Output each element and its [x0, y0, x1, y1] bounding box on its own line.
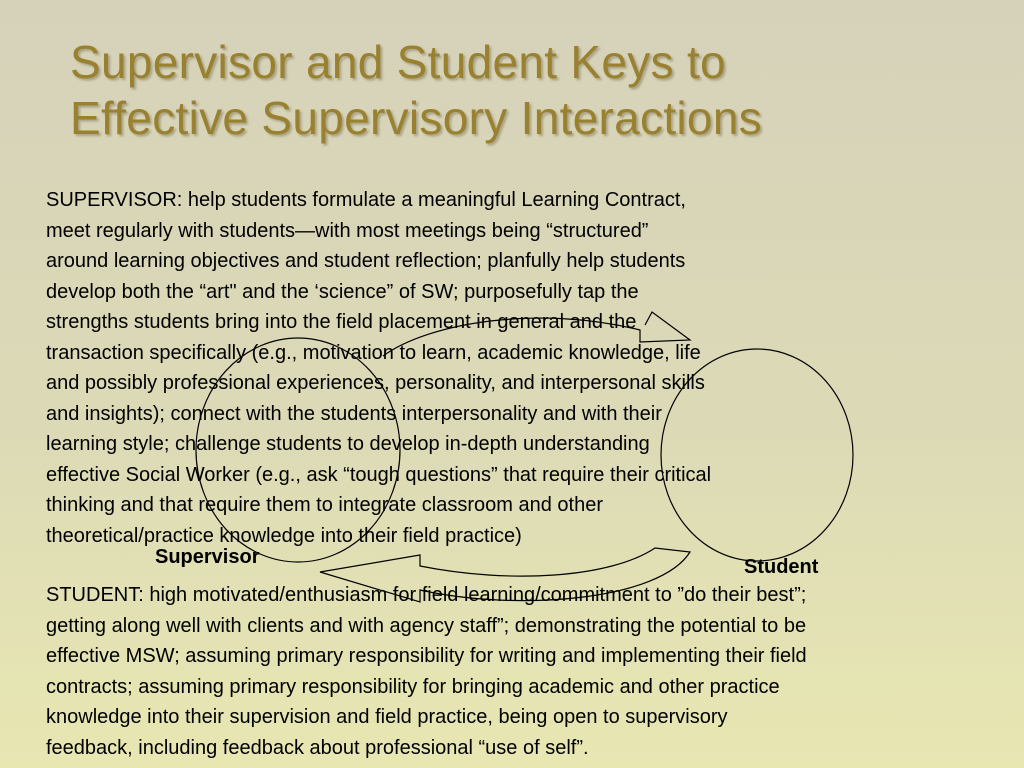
text-line: effective MSW; assuming primary responsibility for writing and implementing their field	[46, 645, 807, 667]
text-line: contracts; assuming primary responsibility for bringing academic and other practice	[46, 675, 780, 698]
text-line: feedback, including feedback about professional “use of self”.	[46, 736, 589, 759]
text-line: knowledge into their supervision and field practice, being open to supervisory	[46, 706, 728, 728]
text-line: getting along well with clients and with agency staff”; demonstrating the potential to be	[46, 614, 807, 637]
text-line: and insights); connect with the students interpersonality and with their	[46, 402, 662, 425]
text-line: transaction specifically (e.g., motivation to learn, academic knowledge, life	[46, 341, 701, 364]
title-line: Supervisor and Student Keys to	[70, 36, 726, 88]
text-line: meet regularly with students—with most meetings being “structured”	[46, 219, 649, 242]
text-line: develop both the “art" and the ‘science” of SW; purposefully tap the	[46, 280, 639, 303]
supervisor-label: Supervisor	[155, 546, 260, 568]
text-line: effective Social Worker (e.g., ask “tough questions” that require their critical	[46, 463, 712, 486]
text-line: strengths students bring into the field placement in general and the	[46, 311, 637, 333]
text-line: learning style; challenge students to develop in-depth understanding	[46, 433, 650, 455]
text-line: and possibly professional experiences, personality, and interpersonal skills	[46, 372, 705, 394]
text-line: around learning objectives and student reflection; planfully help students	[46, 250, 686, 272]
student-paragraph	[46, 580, 807, 763]
supervisor-paragraph	[46, 185, 711, 551]
text-line: SUPERVISOR: help students formulate a meaningful Learning Contract,	[46, 189, 686, 211]
text-line: STUDENT: high motivated/enthusiasm for field learning/commitment to ”do their best”;	[46, 584, 807, 606]
text-line: theoretical/practice knowledge into their field practice)	[46, 524, 522, 547]
title-line: Effective Supervisory Interactions	[70, 92, 763, 144]
student-label: Student	[744, 556, 819, 578]
text-line: thinking and that require them to integrate classroom and other	[46, 494, 603, 516]
